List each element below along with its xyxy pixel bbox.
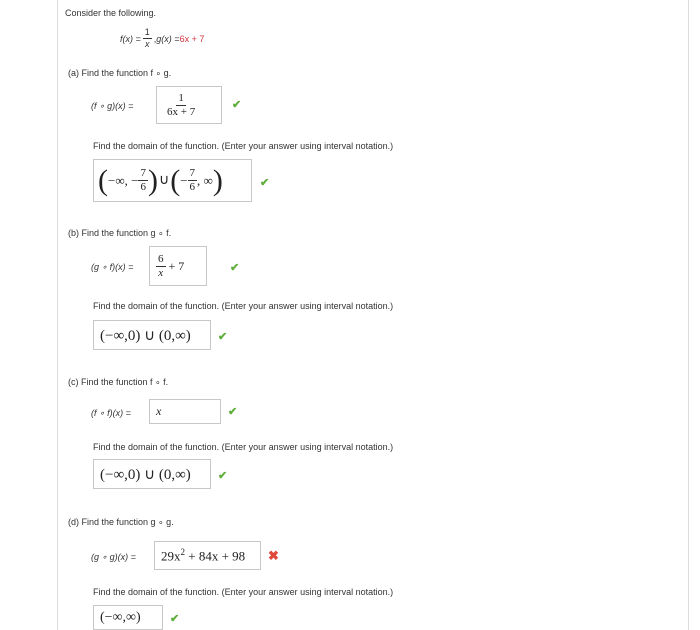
- part-b-domain-check-icon: ✔: [218, 331, 228, 343]
- part-a-domain-check-icon: ✔: [260, 177, 270, 189]
- part-d-domain-field[interactable]: [93, 605, 163, 630]
- domain-seg-1: −∞, −: [108, 172, 139, 188]
- part-c-label: (c) Find the function f ∘ f.: [68, 377, 169, 387]
- part-c-answer: x: [156, 404, 162, 418]
- part-d-answer-base: 29x: [161, 548, 181, 564]
- part-c-answer-check-icon: ✔: [228, 406, 238, 418]
- part-b-domain-field[interactable]: [93, 320, 211, 350]
- left-paren: (: [170, 163, 181, 197]
- part-c-domain-prompt: Find the domain of the function. (Enter your answer using interval notation.): [93, 442, 394, 452]
- part-a-answer-denominator: 6x + 7: [167, 105, 196, 118]
- part-b-domain-answer: (−∞,0) ∪ (0,∞): [100, 327, 191, 344]
- part-a-domain-field[interactable]: [93, 159, 252, 202]
- union-symbol: ∪: [158, 173, 170, 188]
- function-definitions: [120, 28, 204, 49]
- part-d-domain-answer: (−∞,∞): [100, 609, 141, 625]
- domain-frac-1: [138, 168, 148, 193]
- domain-frac-2-num: 7: [189, 167, 196, 179]
- domain-seg-2: −: [180, 172, 188, 188]
- right-paren: ): [147, 163, 158, 197]
- part-a-answer-check-icon: ✔: [232, 99, 242, 111]
- part-c-domain-check-icon: ✔: [218, 470, 228, 482]
- part-d-answer-cross-icon: ✖: [268, 548, 279, 563]
- part-b-lhs: (g ∘ f)(x) =: [91, 262, 134, 272]
- domain-seg-3: , ∞: [197, 172, 213, 188]
- part-a-answer-field[interactable]: [156, 86, 222, 124]
- part-b-answer-fraction: [156, 254, 166, 279]
- right-paren: ): [212, 163, 223, 197]
- part-a-label: (a) Find the function f ∘ g.: [68, 68, 172, 78]
- left-paren: (: [98, 163, 108, 197]
- domain-frac-2: [188, 168, 198, 193]
- part-b-domain-prompt: Find the domain of the function. (Enter your answer using interval notation.): [93, 301, 394, 311]
- domain-frac-1-den: 6: [140, 181, 146, 193]
- g-definition-rhs: 6x + 7: [179, 33, 205, 44]
- part-b-answer-field[interactable]: [149, 246, 207, 286]
- part-c-domain-field[interactable]: [93, 459, 211, 489]
- definition-separator: ,: [153, 33, 157, 44]
- f-denominator: x: [145, 39, 150, 49]
- part-d-answer-exponent: 2: [180, 546, 185, 557]
- part-a-lhs: (f ∘ g)(x) =: [91, 101, 134, 111]
- part-d-domain-prompt: Find the domain of the function. (Enter your answer using interval notation.): [93, 587, 394, 597]
- part-d-label: (d) Find the function g ∘ g.: [68, 517, 174, 527]
- domain-frac-1-num: 7: [140, 167, 146, 179]
- f-definition-fraction: [143, 28, 152, 49]
- part-d-domain-check-icon: ✔: [170, 613, 180, 625]
- part-a-answer-numerator: 1: [178, 91, 184, 104]
- part-a-domain-answer: [98, 163, 223, 197]
- part-d-answer: [161, 547, 245, 564]
- part-b-answer-numerator: 6: [158, 252, 164, 265]
- part-a-answer-fraction: [165, 93, 197, 118]
- domain-frac-2-den: 6: [189, 181, 196, 193]
- part-a-domain-prompt: Find the domain of the function. (Enter your answer using interval notation.): [93, 141, 394, 151]
- part-b-answer-check-icon: ✔: [230, 262, 240, 274]
- part-b-answer-denominator: x: [158, 266, 164, 279]
- f-numerator: 1: [144, 27, 150, 37]
- part-c-answer-field[interactable]: [149, 399, 221, 424]
- part-b-answer-tail: + 7: [168, 258, 185, 273]
- f-definition-lhs: f(x) =: [120, 33, 141, 44]
- part-c-lhs: (f ∘ f)(x) =: [91, 408, 131, 418]
- part-d-answer-tail: + 84x + 98: [185, 548, 246, 564]
- part-c-domain-answer: (−∞,0) ∪ (0,∞): [100, 466, 191, 483]
- question-heading: Consider the following.: [65, 8, 157, 18]
- question-panel: [57, 0, 689, 630]
- g-definition-lhs: g(x) =: [156, 33, 180, 44]
- part-d-answer-field[interactable]: [154, 541, 261, 570]
- part-d-lhs: (g ∘ g)(x) =: [91, 552, 136, 562]
- part-b-label: (b) Find the function g ∘ f.: [68, 228, 172, 238]
